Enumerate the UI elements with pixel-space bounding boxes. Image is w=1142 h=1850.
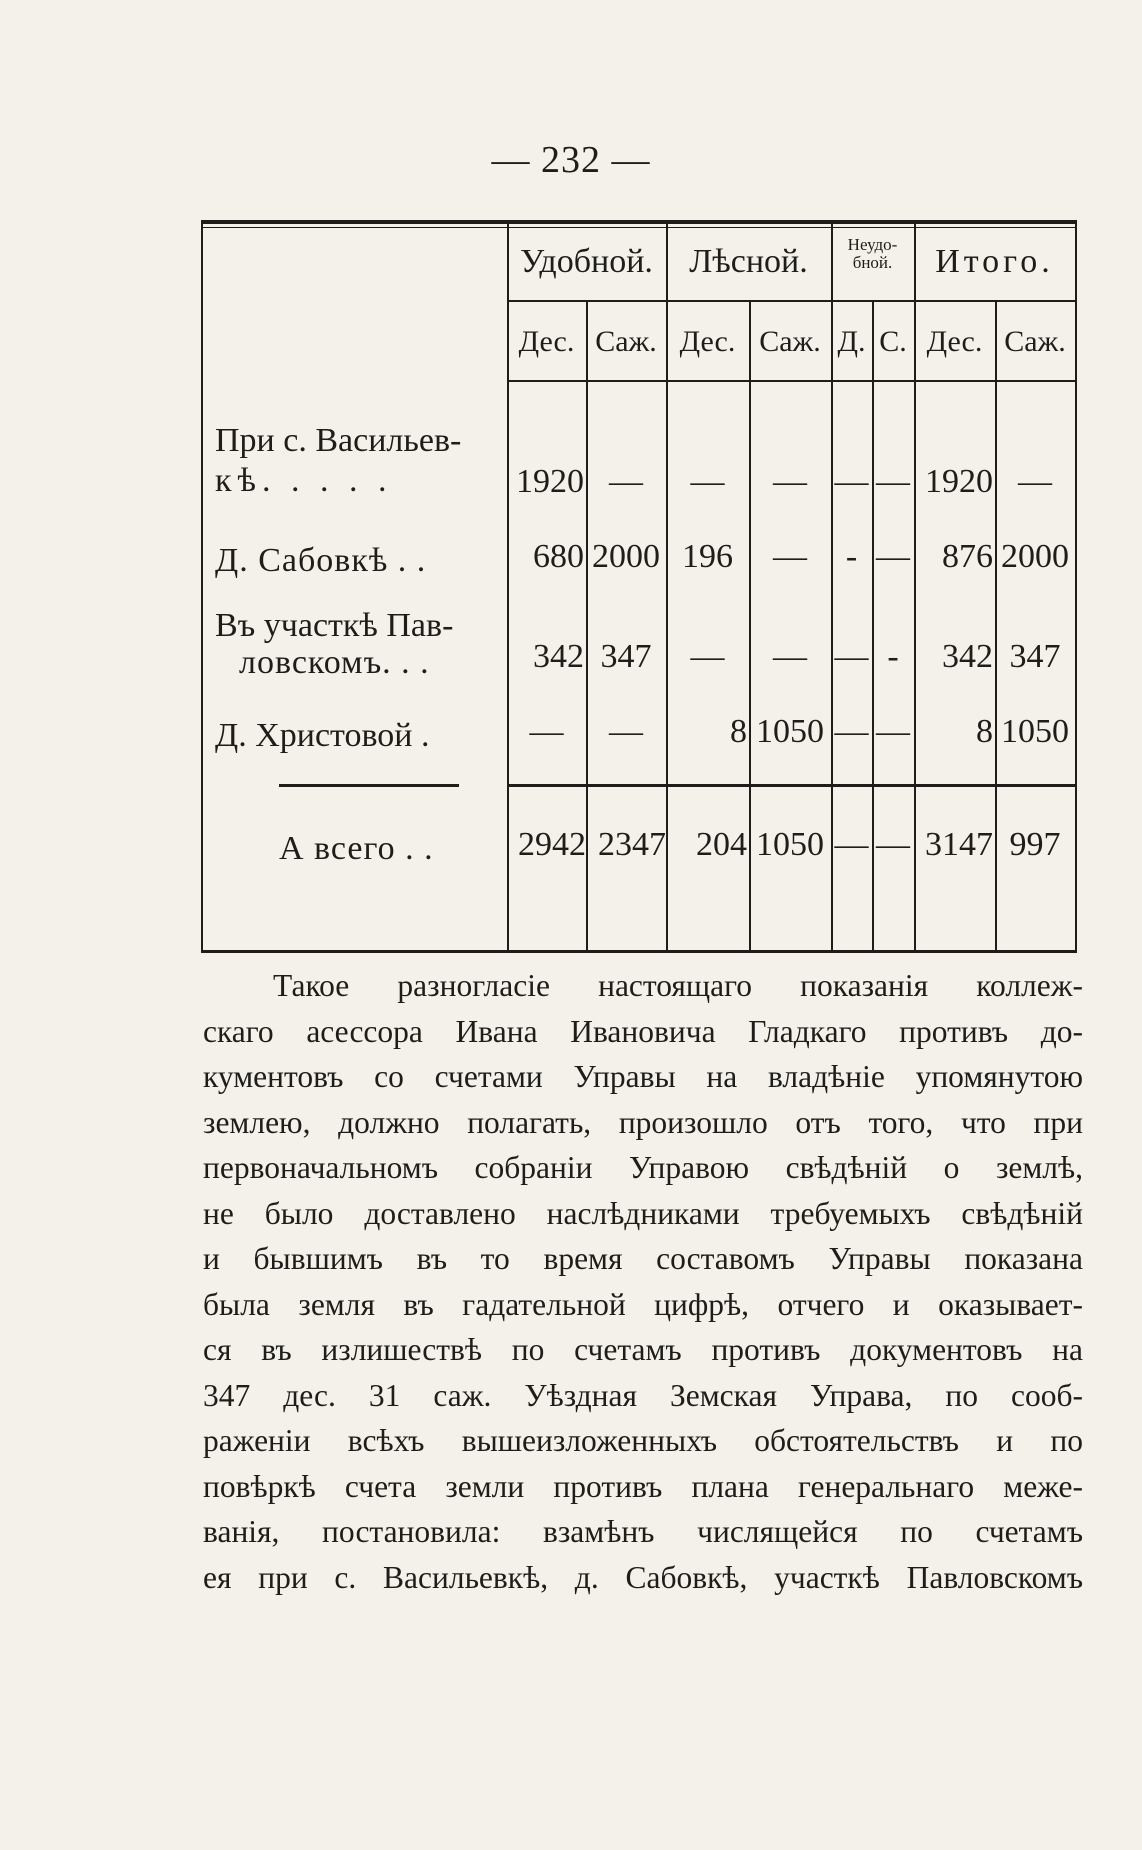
header-neudobnoy-s: С. [879,325,907,358]
text-line: ся въ излишествѣ по счетамъ противъ документовъ на [203,1332,1083,1367]
row4-neudobnoy-d: — [834,713,869,750]
total-rule-label [279,784,459,787]
row4-itogo-sazh: 1050 [1001,713,1069,750]
text-line: землею, должно полагать, произошло отъ того, что при [203,1104,1083,1140]
text-line: ванія, постановила: взамѣнъ числящейся по счетамъ [203,1514,1083,1549]
row2-udobnoy-sazh: 2000 [592,538,660,575]
header-neudobnoy: Неудо- бной. [847,235,898,272]
header-divider [507,300,1077,302]
table-right-border [1075,224,1077,950]
table-top-rule [201,220,1077,224]
header-lesnoy: Лѣсной. [689,243,808,280]
row1-lesnoy-des: — [690,463,725,500]
total-itogo-sazh: 997 [1009,826,1061,863]
row4-lesnoy-sazh: 1050 [756,713,824,750]
row3-lesnoy-des: — [690,638,725,675]
row-label-line1: При с. Васильев- [215,422,462,459]
text-line: была земля въ гадательной цифрѣ, отчего и оказывает- [203,1286,1083,1322]
row4-lesnoy-des: 8 [730,713,747,750]
text-line: не было доставлено наслѣдниками требуемыхъ свѣдѣній [203,1195,1083,1231]
text-line: Такое разногласіе настоящаго показанія коллеж- [273,968,1083,1003]
row2-udobnoy-des: 680 [533,538,584,575]
row3-udobnoy-des: 342 [533,638,584,675]
header-lesnoy-des: Дес. [679,325,736,358]
total-neudobnoy-s: — [876,826,910,863]
row2-lesnoy-des: 196 [682,538,733,575]
row3-itogo-des: 342 [942,638,993,675]
total-itogo-des: 3147 [925,826,993,863]
row1-neudobnoy-s: — [876,463,910,500]
row1-itogo-des: 1920 [925,463,993,500]
row2-itogo-des: 876 [942,538,993,575]
total-label: А всего . . [279,830,434,867]
table-bottom-rule [201,950,1077,953]
row1-udobnoy-des: 1920 [516,463,584,500]
row3-neudobnoy-s: - [887,638,899,675]
row-label-line1: Въ участкѣ Пав- [215,607,454,644]
row2-itogo-sazh: 2000 [1001,538,1069,575]
row-label: Д. Христовой . [215,717,430,754]
header-neudobnoy-d: Д. [837,325,866,358]
total-lesnoy-des: 204 [696,826,747,863]
row-label: Д. Сабовкѣ . . [215,542,427,579]
header-itogo: Итого. [935,243,1054,280]
row4-udobnoy-sazh: — [609,713,643,750]
text-line: 347 дес. 31 саж. Уѣздная Земская Управа, по сооб- [203,1377,1083,1413]
page-number: — 232 — [491,139,651,181]
row1-udobnoy-sazh: — [609,463,643,500]
total-neudobnoy-d: — [834,826,869,863]
row1-neudobnoy-d: — [834,463,869,500]
text-line: первоначальномъ собраніи Управою свѣдѣній о землѣ, [203,1150,1083,1185]
text-line: повѣркѣ счета земли противъ плана генеральнаго меже- [203,1468,1083,1504]
total-lesnoy-sazh: 1050 [756,826,824,863]
text-line: кументовъ со счетами Управы на владѣніе упомянутою [203,1059,1083,1094]
land-table [201,220,1077,953]
row1-lesnoy-sazh: — [773,463,807,500]
row3-lesnoy-sazh: — [773,638,807,675]
row4-neudobnoy-s: — [876,713,910,750]
text-line: раженіи всѣхъ вышеизложенныхъ обстоятельствъ и по [203,1423,1083,1458]
header-itogo-sazh: Саж. [1004,325,1066,358]
row3-udobnoy-sazh: 347 [600,638,652,675]
row2-neudobnoy-s: — [876,538,910,575]
text-line: ея при с. Васильевкѣ, д. Сабовкѣ, участкѣ Павловскомъ [203,1559,1083,1595]
subheader-divider [507,380,1077,382]
row4-itogo-des: 8 [976,713,993,750]
row3-itogo-sazh: 347 [1009,638,1061,675]
row2-neudobnoy-d: - [845,538,858,575]
header-udobnoy: Удобной. [520,243,653,280]
total-rule [507,784,1077,787]
row4-udobnoy-des: — [529,713,564,750]
header-lesnoy-sazh: Саж. [759,325,821,358]
row1-itogo-sazh: — [1018,463,1052,500]
total-udobnoy-sazh: 2347 [598,826,666,863]
row-label-line2: кѣ. . . . . [215,462,393,499]
header-udobnoy-des: Дес. [518,325,575,358]
row2-lesnoy-sazh: — [773,538,807,575]
row3-neudobnoy-d: — [834,638,869,675]
row-label-line2: ловскомъ. . . [239,644,430,681]
table-left-border [201,224,203,950]
table-top-rule-thin [201,227,1077,228]
total-udobnoy-des: 2942 [518,826,586,863]
text-line: и бывшимъ въ то время составомъ Управы показана [203,1241,1083,1276]
header-udobnoy-sazh: Саж. [595,325,657,358]
header-itogo-des: Дес. [926,325,983,358]
text-line: скаго асессора Ивана Ивановича Гладкаго противъ до- [203,1013,1083,1049]
body-paragraph [203,963,1083,1600]
